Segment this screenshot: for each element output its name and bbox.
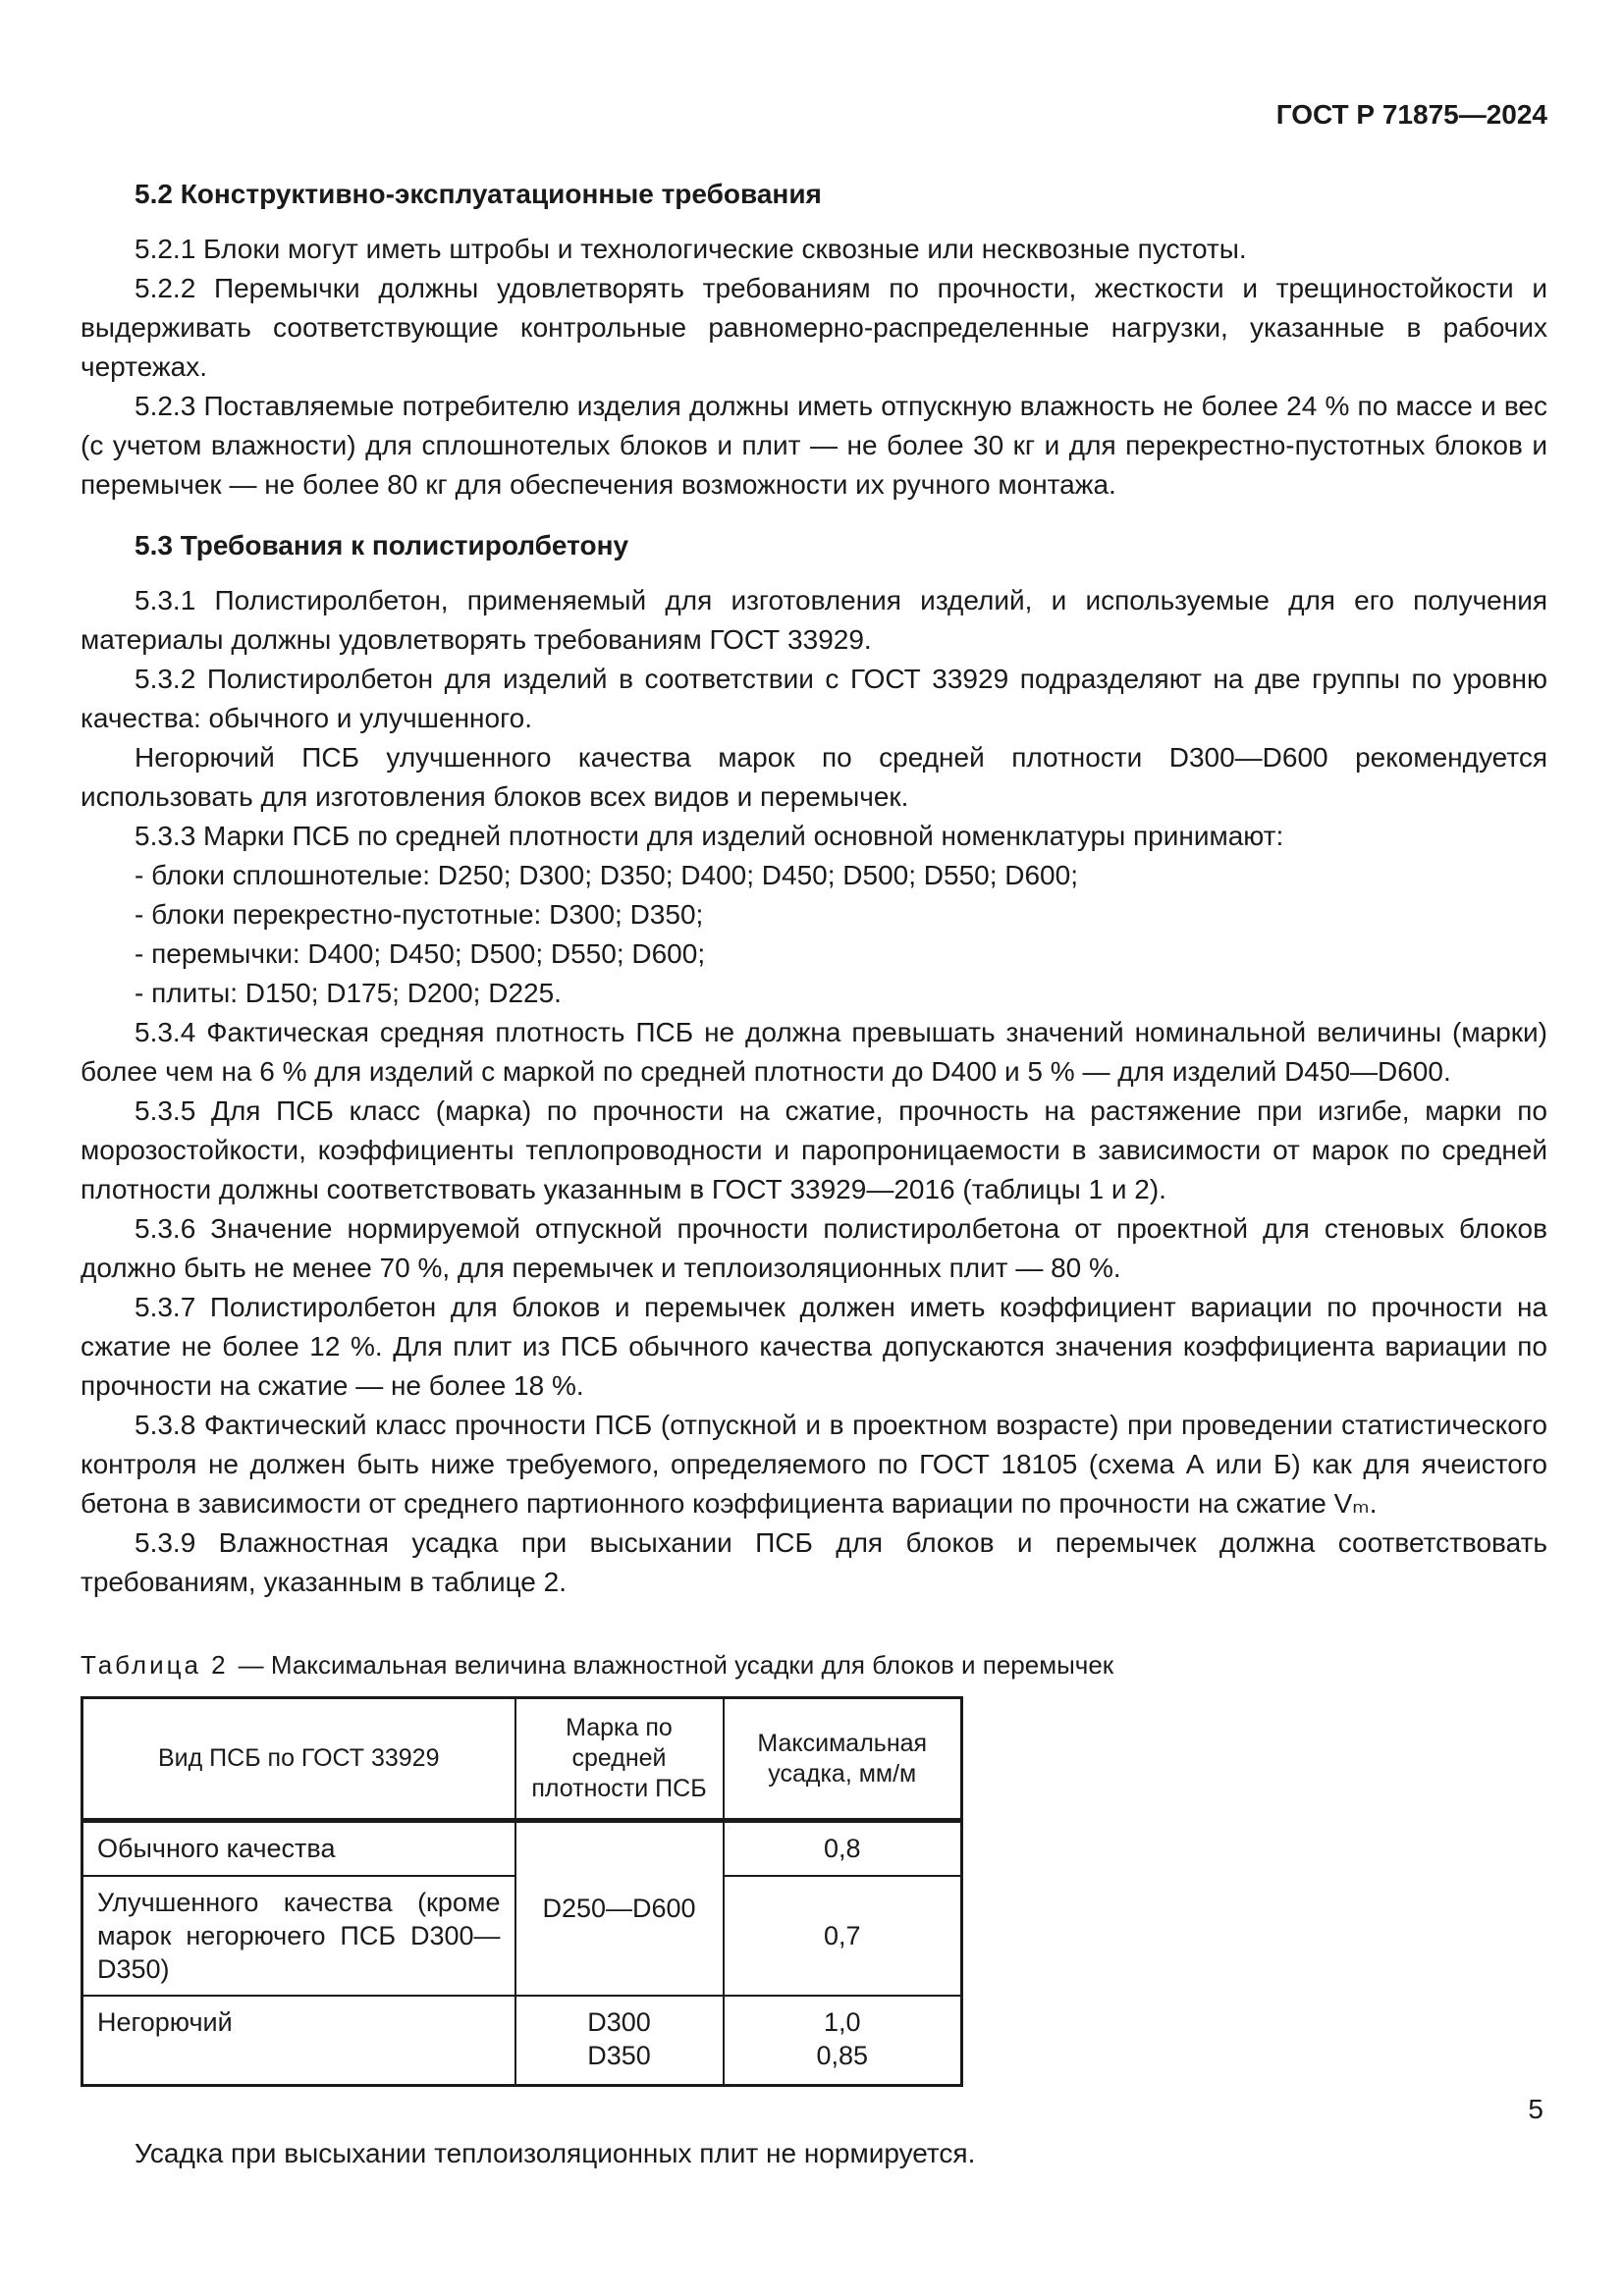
table-caption-label: Таблица 2 xyxy=(81,1650,229,1680)
table-cell-kind: Негорючий xyxy=(82,1996,515,2086)
page-number: 5 xyxy=(1528,2094,1543,2124)
paragraph: 5.2.1 Блоки могут иметь штробы и технологические сквозные или несквозные пустоты. xyxy=(135,234,1247,264)
table-cell-shrinkage: 0,7 xyxy=(724,1876,962,1996)
paragraph: 5.2.2 Перемычки должны удовлетворять требованиям по прочности, жесткости и трещиностойкости и выдерживать соответствующие контрольные равномерно-распределенные нагрузки, указанные в рабочих чертежах. xyxy=(81,273,1547,382)
table-cell-kind: Обычного качества xyxy=(82,1821,515,1876)
table-row xyxy=(82,1996,962,2086)
table-cell-mark xyxy=(515,1996,724,2086)
paragraph: 5.3.7 Полистиролбетон для блоков и перемычек должен иметь коэффициент вариации по прочности на сжатие не более 12 %. Для плит из ПСБ обычного качества допускаются значения коэффициента вариации по прочности на сжатие — не более 18 %. xyxy=(81,1292,1547,1401)
paragraph: 5.3.9 Влажностная усадка при высыхании ПСБ для блоков и перемычек должна соответствовать требованиям, указанным в таблице 2. xyxy=(81,1527,1547,1597)
list-item: - перемычки: D400; D450; D500; D550; D600; xyxy=(135,938,706,969)
table-caption-text: — Максимальная величина влажностной усадки для блоков и перемычек xyxy=(238,1650,1114,1680)
table-cell-kind: Улучшенного качества (кроме марок негорючего ПСБ D300—D350) xyxy=(82,1876,515,1996)
shrinkage-line: 1,0 xyxy=(823,2006,861,2037)
list-item: - блоки сплошнотелые: D250; D300; D350; D400; D450; D500; D550; D600; xyxy=(135,860,1078,890)
shrinkage-table xyxy=(81,1696,963,2087)
paragraph: Негорючий ПСБ улучшенного качества марок по средней плотности D300—D600 рекомендуется использовать для изготовления блоков всех видов и перемычек. xyxy=(81,742,1547,812)
table-header-row xyxy=(82,1698,962,1821)
col-header-psb-kind: Вид ПСБ по ГОСТ 33929 xyxy=(82,1698,515,1821)
document-body xyxy=(81,175,1547,1602)
table-cell-shrinkage xyxy=(724,1996,962,2086)
paragraph: 5.2.3 Поставляемые потребителю изделия должны иметь отпускную влажность не более 24 % по массе и вес (с учетом влажности) для сплошнотелых блоков и плит — не более 30 кг и для перекрестно-пустотных блоков и перемычек — не более 80 кг для обеспечения возможности их ручного монтажа. xyxy=(81,391,1547,500)
paragraph: 5.3.6 Значение нормируемой отпускной прочности полистиролбетона от проектной для стеновых блоков должно быть не менее 70 %, для перемычек и теплоизоляционных плит — 80 %. xyxy=(81,1213,1547,1283)
paragraph: 5.3.8 Фактический класс прочности ПСБ (отпускной и в проектном возрасте) при проведении статистического контроля не должен быть ниже требуемого, определяемого по ГОСТ 18105 (схема А или Б) как для ячеистого бетона в зависимости от среднего партионного коэффициента вариации по прочности на сжатие Vₘ. xyxy=(81,1410,1547,1519)
list-item: - плиты: D150; D175; D200; D225. xyxy=(135,978,562,1008)
doc-number: ГОСТ Р 71875—2024 xyxy=(1275,99,1547,130)
paragraph: 5.3.3 Марки ПСБ по средней плотности для изделий основной номенклатуры принимают: xyxy=(135,821,1284,851)
table-caption xyxy=(81,1649,1547,1681)
paragraph: 5.3.5 Для ПСБ класс (марка) по прочности на сжатие, прочность на растяжение при изгибе, марки по морозостойкости, коэффициенты теплопроводности и паропроницаемости в зависимости от марок по средней плотности должны соответствовать указанным в ГОСТ 33929—2016 (таблицы 1 и 2). xyxy=(81,1095,1547,1204)
mark-line: D350 xyxy=(587,2040,651,2070)
paragraph: 5.3.4 Фактическая средняя плотность ПСБ не должна превышать значений номинальной величины (марки) более чем на 6 % для изделий с маркой по средней плотности до D400 и 5 % — для изделий D450—D600. xyxy=(81,1017,1547,1087)
footer-note: Усадка при высыхании теплоизоляционных плит не нормируется. xyxy=(135,2138,976,2168)
table-cell-mark-merged: D250—D600 xyxy=(515,1821,724,1996)
col-header-max-shrinkage: Максимальная усадка, мм/м xyxy=(724,1698,962,1821)
section-heading: 5.2 Конструктивно-эксплуатационные требования xyxy=(135,179,822,209)
list-item: - блоки перекрестно-пустотные: D300; D350; xyxy=(135,899,704,930)
shrinkage-line: 0,85 xyxy=(816,2040,869,2070)
paragraph: 5.3.1 Полистиролбетон, применяемый для изготовления изделий, и используемые для его получения материалы должны удовлетворять требованиям ГОСТ 33929. xyxy=(81,585,1547,655)
table-row xyxy=(82,1821,962,1876)
mark-line: D300 xyxy=(587,2006,651,2037)
section-heading: 5.3 Требования к полистиролбетону xyxy=(135,530,629,561)
table-cell-shrinkage: 0,8 xyxy=(724,1821,962,1876)
paragraph: 5.3.2 Полистиролбетон для изделий в соответствии с ГОСТ 33929 подразделяют на две группы по уровню качества: обычного и улучшенного. xyxy=(81,664,1547,733)
col-header-density-mark: Марка по средней плотности ПСБ xyxy=(515,1698,724,1821)
